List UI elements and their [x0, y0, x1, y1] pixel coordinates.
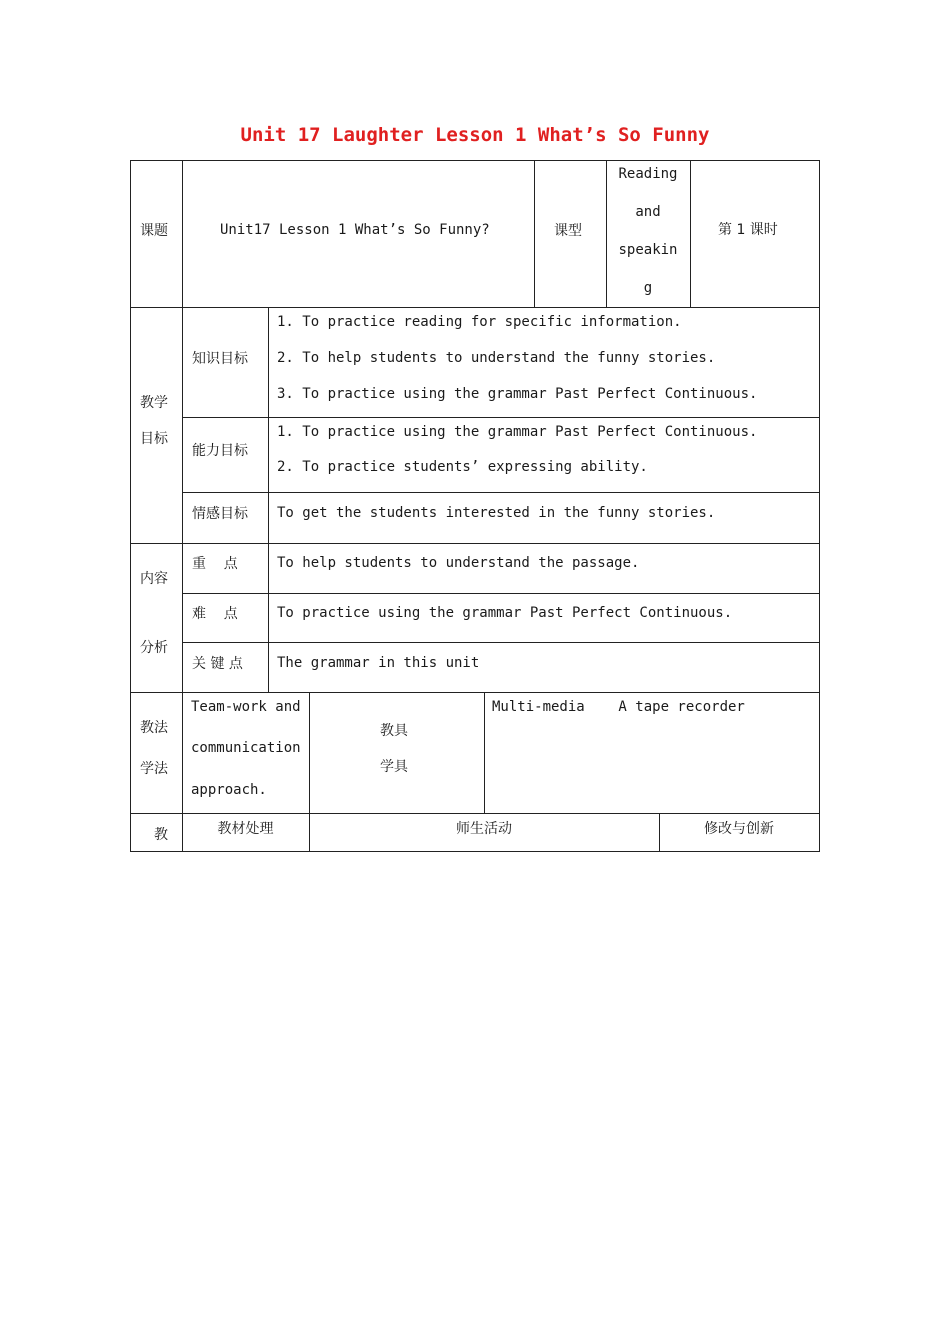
type-label: 课型 [554, 223, 582, 239]
key-point: To help students to understand the passage. [277, 555, 640, 571]
method-label-2: 学法 [140, 761, 168, 777]
method-label-1: 教法 [140, 720, 168, 736]
bottom-col-3: 师生活动 [456, 821, 512, 837]
ability-goal-1: 1. To practice using the grammar Past Perfect Continuous. [277, 424, 758, 440]
emotion-goal-label: 情感目标 [192, 506, 248, 522]
bottom-col-1: 教 [154, 827, 168, 843]
document-title: Unit 17 Laughter Lesson 1 What’s So Funny [240, 124, 710, 146]
bottom-col-2: 教材处理 [217, 821, 274, 837]
tools-label-2: 学具 [380, 759, 408, 775]
knowledge-goal-2: 2. To help students to understand the funny stories. [277, 350, 716, 366]
difficult-point: To practice using the grammar Past Perfect Continuous. [277, 605, 733, 621]
analysis-label-1: 内容 [140, 571, 168, 587]
tools-label-1: 教具 [380, 723, 408, 739]
ability-goal-2: 2. To practice students’ expressing ability. [277, 459, 648, 475]
topic-label: 课题 [140, 223, 168, 239]
crucial-point: The grammar in this unit [277, 655, 480, 671]
tools-value: Multi-media A tape recorder [492, 699, 745, 715]
goals-label-1: 教学 [140, 395, 168, 411]
topic-value: Unit17 Lesson 1 What’s So Funny? [220, 222, 490, 238]
crucial-point-label: 关 键 点 [192, 656, 243, 672]
knowledge-goal-label: 知识目标 [192, 351, 248, 367]
analysis-label-2: 分析 [140, 640, 168, 656]
knowledge-goal-1: 1. To practice reading for specific information. [277, 314, 682, 330]
knowledge-goal-3: 3. To practice using the grammar Past Perfect Continuous. [277, 386, 758, 402]
period-value: 第 1 课时 [718, 222, 778, 238]
difficult-point-label: 难 点 [192, 606, 238, 622]
bottom-col-4: 修改与创新 [704, 821, 774, 837]
key-point-label: 重 点 [192, 556, 238, 572]
goals-label-2: 目标 [140, 431, 168, 447]
emotion-goal: To get the students interested in the funny stories. [277, 505, 716, 521]
ability-goal-label: 能力目标 [192, 443, 248, 459]
